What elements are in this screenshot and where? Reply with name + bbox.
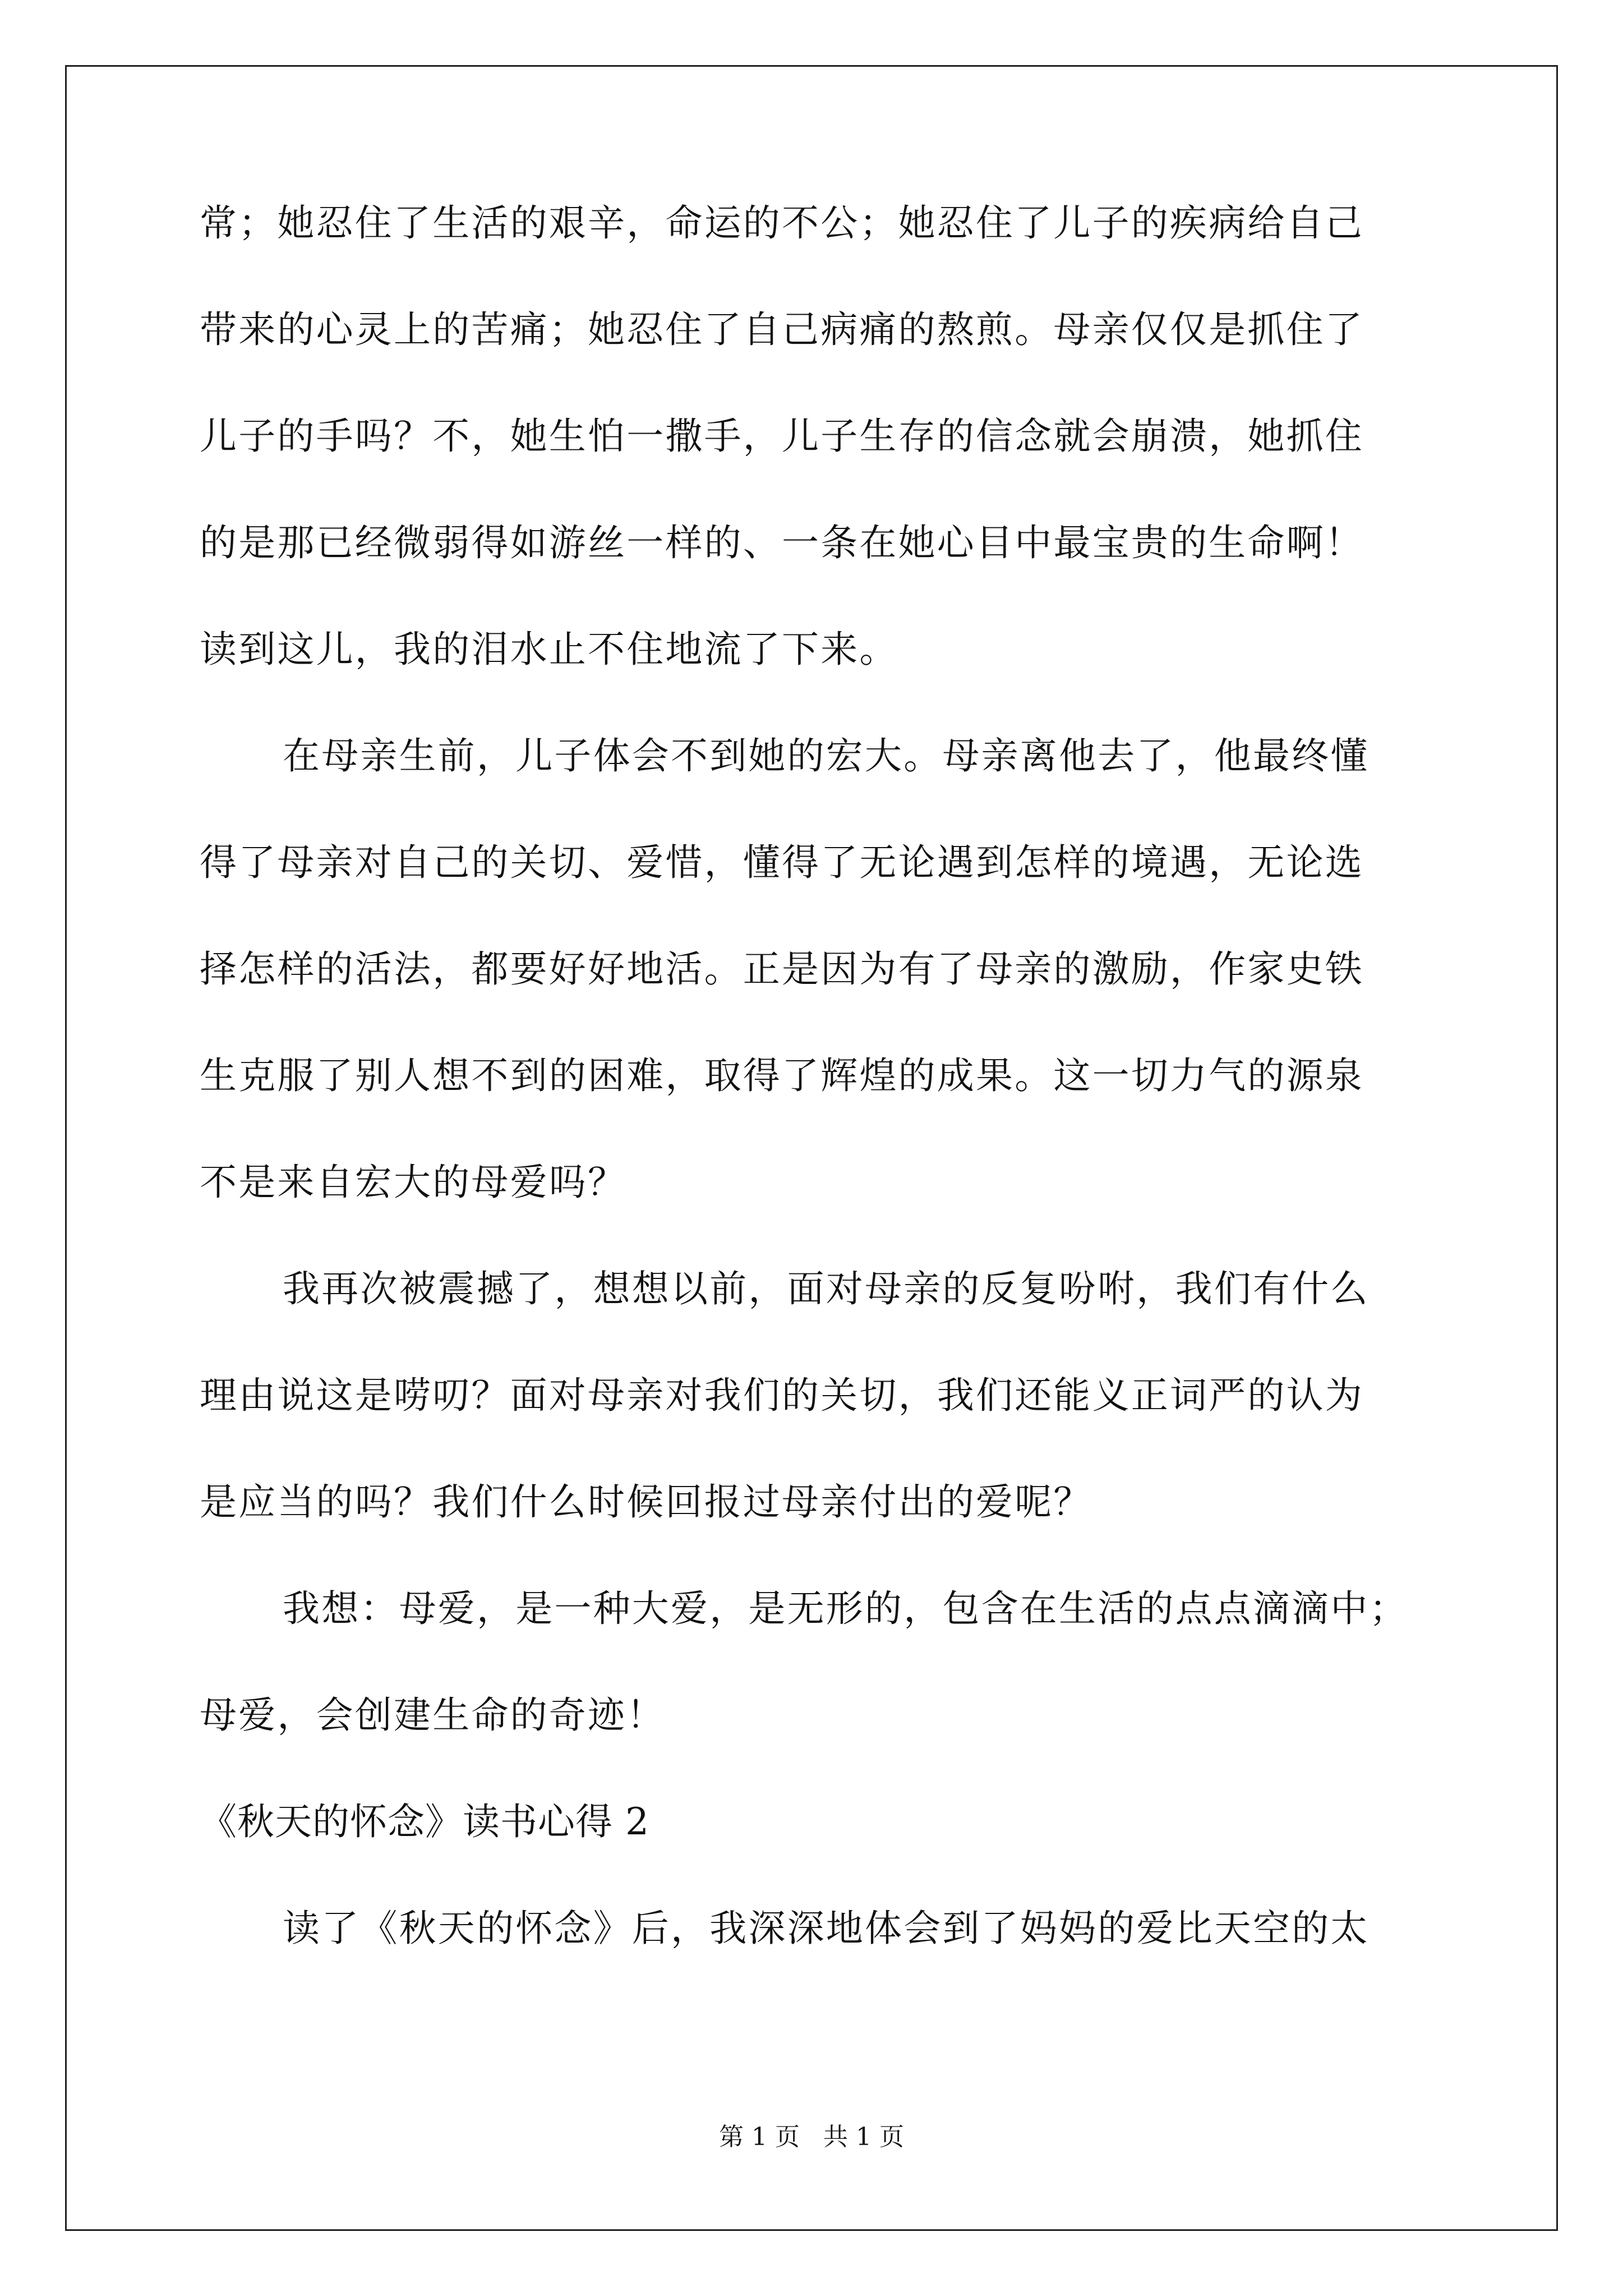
- paragraph-start-line: 我想：母爱，是一种大爱，是无形的，包含在生活的点点滴滴中；: [283, 1587, 1408, 1630]
- text-line: 的是那已经微弱得如游丝一样的、一条在她心目中最宝贵的生命啊！: [200, 521, 1364, 564]
- section-heading: 《秋天的怀念》读书心得 2: [200, 1800, 649, 1843]
- paragraph-start-line: 读了《秋天的怀念》后，我深深地体会到了妈妈的爱比天空的太: [283, 1907, 1370, 1950]
- text-line: 常；她忍住了生活的艰辛，命运的不公；她忍住了儿子的疾病给自己: [200, 201, 1364, 245]
- text-line: 是应当的吗？我们什么时候回报过母亲付出的爱呢？: [200, 1480, 1092, 1524]
- text-line: 带来的心灵上的苦痛；她忍住了自己病痛的熬煎。母亲仅仅是抓住了: [200, 308, 1364, 351]
- text-line: 不是来自宏大的母爱吗？: [200, 1161, 627, 1204]
- text-line: 理由说这是唠叨？面对母亲对我们的关切，我们还能义正词严的认为: [200, 1374, 1364, 1417]
- document-body: [200, 196, 1433, 2008]
- page-footer: 第 1 页 共 1 页: [719, 2123, 904, 2151]
- text-line: 得了母亲对自己的关切、爱惜，懂得了无论遇到怎样的境遇，无论选: [200, 841, 1364, 884]
- paragraph-start-line: 我再次被震撼了，想想以前，面对母亲的反复吩咐，我们有什么: [283, 1267, 1370, 1310]
- text-line: 读到这儿，我的泪水止不住地流了下来。: [200, 628, 898, 671]
- text-line: 母爱，会创建生命的奇迹！: [200, 1694, 666, 1737]
- paragraph-start-line: 在母亲生前，儿子体会不到她的宏大。母亲离他去了，他最终懂: [283, 734, 1370, 777]
- text-line: 儿子的手吗？不，她生怕一撒手，儿子生存的信念就会崩溃，她抓住: [200, 415, 1364, 458]
- text-line: 生克服了别人想不到的困难，取得了辉煌的成果。这一切力气的源泉: [200, 1054, 1364, 1097]
- text-line: 择怎样的活法，都要好好地活。正是因为有了母亲的激励，作家史铁: [200, 947, 1364, 991]
